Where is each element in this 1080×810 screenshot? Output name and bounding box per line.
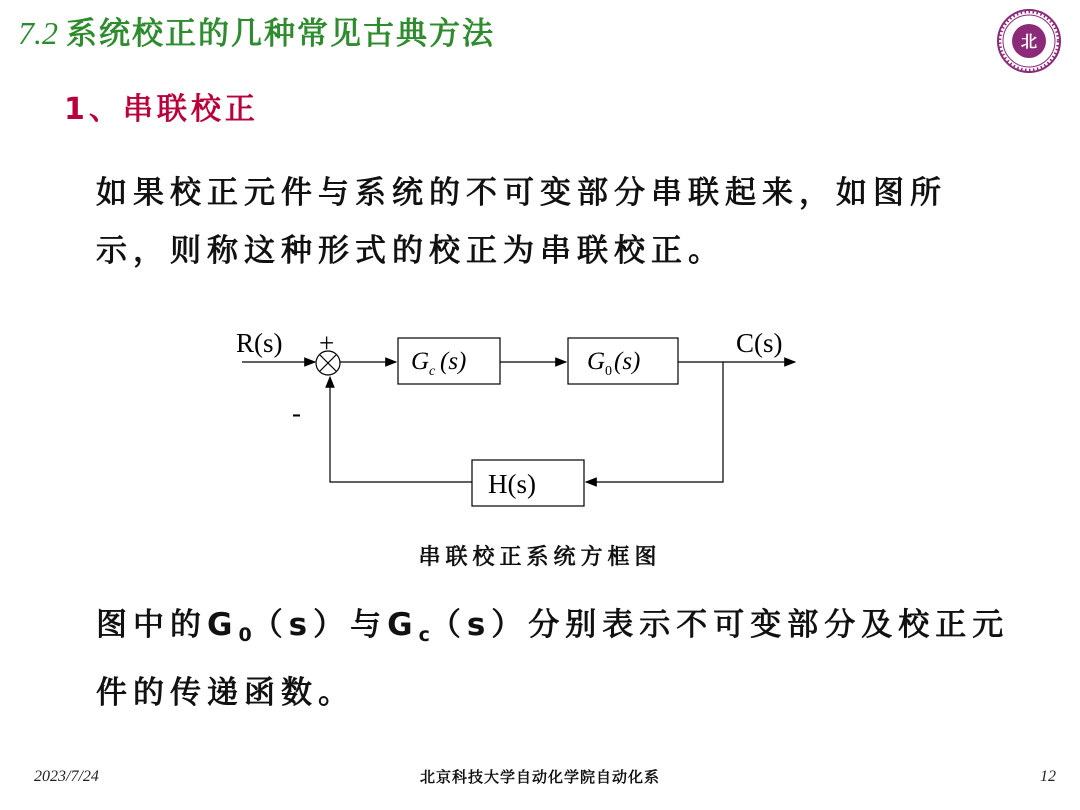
g0-subscript: 0 [238, 624, 252, 646]
g0-label-arg: (s) [614, 348, 641, 375]
explanation-part-b: （s）与G [251, 607, 419, 643]
output-label: C(s) [736, 328, 783, 358]
explanation-part-c: （s）分别表示不可变部分及校正元件的传递函数。 [96, 607, 1010, 711]
feedback-label: H(s) [488, 469, 536, 499]
university-seal-icon [996, 8, 1062, 74]
explanation-paragraph [96, 596, 1016, 722]
gc-label-main: G [411, 348, 430, 375]
footer-date: 2023/7/24 [34, 768, 99, 785]
intro-paragraph: 如果校正元件与系统的不可变部分串联起来，如图所示，则称这种形式的校正为串联校正。 [96, 175, 947, 269]
gc-subscript: c [418, 624, 430, 646]
input-label: R(s) [236, 328, 283, 358]
title-number: 7.2 [18, 15, 58, 51]
title-text: 系统校正的几种常见古典方法 [66, 16, 495, 52]
minus-sign: - [292, 398, 301, 428]
explanation-part-a: 图中的G [96, 607, 239, 643]
diagram-caption: 串联校正系统方框图 [418, 545, 662, 570]
g0-label-sub: 0 [605, 364, 612, 379]
svg-text:北: 北 [1020, 32, 1038, 51]
page-number: 12 [1040, 768, 1056, 785]
plus-sign: + [319, 328, 335, 358]
g0-label-main: G [587, 348, 606, 375]
block-diagram [0, 300, 1080, 540]
slide-title [18, 8, 495, 60]
gc-label-arg: (s) [440, 348, 467, 375]
feedback-out-line [330, 377, 472, 482]
footer-organization: 北京科技大学自动化学院自动化系 [419, 768, 660, 786]
section-heading: 1、串联校正 [64, 92, 259, 127]
gc-label-sub: c [429, 364, 436, 379]
